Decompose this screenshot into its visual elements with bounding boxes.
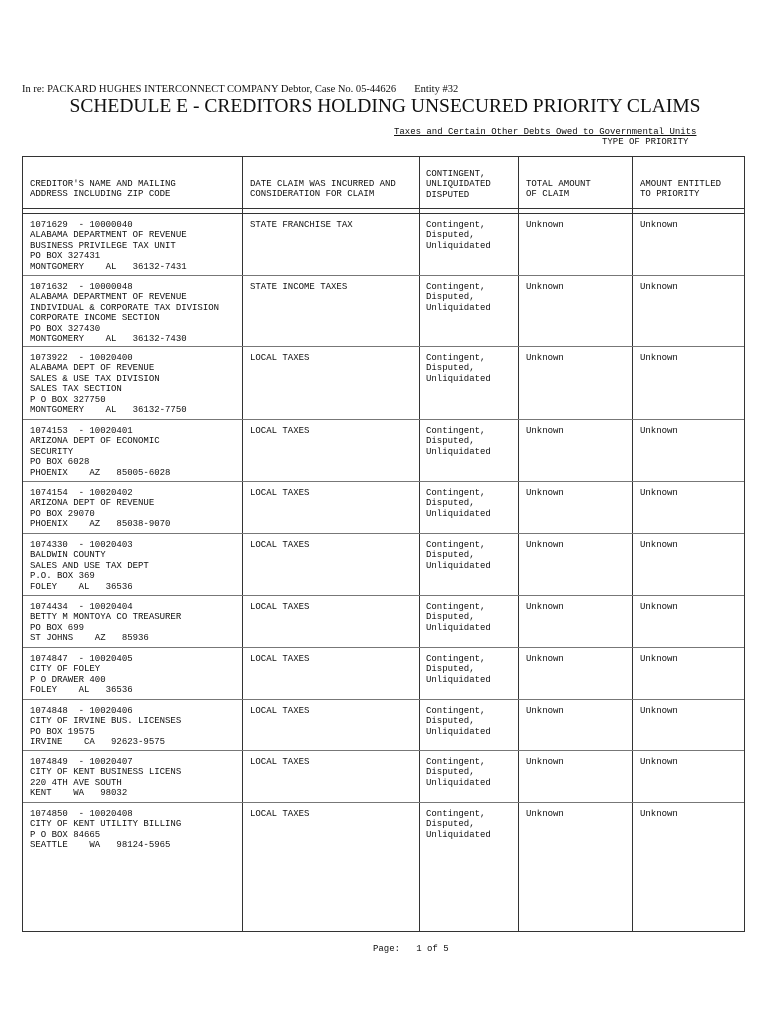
priority-amount-cell: Unknown (640, 353, 678, 363)
priority-amount-cell: Unknown (640, 282, 678, 292)
status-cell: Contingent, Disputed, Unliquidated (426, 602, 491, 633)
page-label: Page: (373, 944, 401, 954)
creditor-cell: 1074154 - 10020402 ARIZONA DEPT OF REVENUE PO BOX 29070 PHOENIX AZ 85038-9070 (30, 488, 171, 530)
priority-amount-cell: Unknown (640, 809, 678, 819)
creditor-cell: 1071632 - 10000048 ALABAMA DEPARTMENT OF REVENUE INDIVIDUAL & CORPORATE TAX DIVISION CORPORATE INCOME SECTION PO BOX 327430 MONTGOMERY AL 36132-7430 (30, 282, 220, 345)
column-divider (419, 157, 420, 931)
header-claim-date: DATE CLAIM WAS INCURRED AND CONSIDERATION FOR CLAIM (250, 179, 396, 200)
total-amount-cell: Unknown (526, 220, 564, 230)
column-divider (518, 157, 519, 931)
status-cell: Contingent, Disputed, Unliquidated (426, 353, 491, 384)
case-caption (22, 84, 458, 95)
creditor-cell: 1074330 - 10020403 BALDWIN COUNTY SALES AND USE TAX DEPT P.O. BOX 369 FOLEY AL 36536 (30, 540, 149, 592)
row-divider (23, 699, 744, 700)
row-divider (23, 419, 744, 420)
claim-cell: LOCAL TAXES (250, 488, 310, 498)
total-amount-cell: Unknown (526, 353, 564, 363)
total-amount-cell: Unknown (526, 706, 564, 716)
priority-amount-cell: Unknown (640, 220, 678, 230)
creditor-cell: 1074434 - 10020404 BETTY M MONTOYA CO TREASURER PO BOX 699 ST JOHNS AZ 85936 (30, 602, 182, 644)
row-divider (23, 481, 744, 482)
header-rule (23, 208, 744, 209)
priority-amount-cell: Unknown (640, 654, 678, 664)
status-cell: Contingent, Disputed, Unliquidated (426, 540, 491, 571)
entity-label: Entity #32 (414, 84, 459, 95)
page-number: 1 of 5 (416, 944, 449, 954)
type-of-priority-label: TYPE OF PRIORITY (602, 137, 689, 147)
header-total-amount: TOTAL AMOUNT OF CLAIM (526, 179, 591, 200)
creditor-cell: 1074850 - 10020408 CITY OF KENT UTILITY BILLING P O BOX 84665 SEATTLE WA 98124-5965 (30, 809, 182, 851)
claim-cell: LOCAL TAXES (250, 706, 310, 716)
creditor-cell: 1074848 - 10020406 CITY OF IRVINE BUS. LICENSES PO BOX 19575 IRVINE CA 92623-9575 (30, 706, 182, 748)
total-amount-cell: Unknown (526, 602, 564, 612)
claims-table (22, 156, 745, 932)
subtitle: Taxes and Certain Other Debts Owed to Governmental Units (394, 127, 697, 137)
total-amount-cell: Unknown (526, 488, 564, 498)
row-divider (23, 346, 744, 347)
total-amount-cell: Unknown (526, 809, 564, 819)
claim-cell: LOCAL TAXES (250, 540, 310, 550)
priority-amount-cell: Unknown (640, 426, 678, 436)
claim-cell: STATE INCOME TAXES (250, 282, 348, 292)
creditor-cell: 1074849 - 10020407 CITY OF KENT BUSINESS LICENS 220 4TH AVE SOUTH KENT WA 98032 (30, 757, 182, 799)
status-cell: Contingent, Disputed, Unliquidated (426, 706, 491, 737)
claim-cell: STATE FRANCHISE TAX (250, 220, 353, 230)
row-divider (23, 533, 744, 534)
header-amount-entitled: AMOUNT ENTITLED TO PRIORITY (640, 179, 722, 200)
creditor-cell: 1074847 - 10020405 CITY OF FOLEY P O DRAWER 400 FOLEY AL 36536 (30, 654, 133, 696)
claim-cell: LOCAL TAXES (250, 426, 310, 436)
row-divider (23, 802, 744, 803)
total-amount-cell: Unknown (526, 757, 564, 767)
creditor-cell: 1074153 - 10020401 ARIZONA DEPT OF ECONOMIC SECURITY PO BOX 6028 PHOENIX AZ 85005-6028 (30, 426, 171, 478)
total-amount-cell: Unknown (526, 282, 564, 292)
total-amount-cell: Unknown (526, 654, 564, 664)
status-cell: Contingent, Disputed, Unliquidated (426, 809, 491, 840)
claim-cell: LOCAL TAXES (250, 809, 310, 819)
row-divider (23, 750, 744, 751)
status-cell: Contingent, Disputed, Unliquidated (426, 282, 491, 313)
total-amount-cell: Unknown (526, 540, 564, 550)
column-divider (632, 157, 633, 931)
claim-cell: LOCAL TAXES (250, 654, 310, 664)
status-cell: Contingent, Disputed, Unliquidated (426, 654, 491, 685)
claim-cell: LOCAL TAXES (250, 757, 310, 767)
creditor-cell: 1073922 - 10020400 ALABAMA DEPT OF REVENUE SALES & USE TAX DIVISION SALES TAX SECTION P O BOX 327750 MONTGOMERY AL 36132-7750 (30, 353, 187, 416)
row-divider (23, 275, 744, 276)
header-rule (23, 213, 744, 214)
status-cell: Contingent, Disputed, Unliquidated (426, 488, 491, 519)
status-cell: Contingent, Disputed, Unliquidated (426, 426, 491, 457)
status-cell: Contingent, Disputed, Unliquidated (426, 220, 491, 251)
row-divider (23, 595, 744, 596)
priority-amount-cell: Unknown (640, 757, 678, 767)
priority-amount-cell: Unknown (640, 488, 678, 498)
priority-amount-cell: Unknown (640, 540, 678, 550)
header-contingent: CONTINGENT, UNLIQUIDATED DISPUTED (426, 169, 491, 200)
column-divider (242, 157, 243, 931)
page-title: SCHEDULE E - CREDITORS HOLDING UNSECURED PRIORITY CLAIMS (69, 96, 701, 117)
header-creditor: CREDITOR'S NAME AND MAILING ADDRESS INCLUDING ZIP CODE (30, 179, 176, 200)
page-footer (373, 944, 449, 954)
claim-cell: LOCAL TAXES (250, 602, 310, 612)
priority-amount-cell: Unknown (640, 602, 678, 612)
priority-amount-cell: Unknown (640, 706, 678, 716)
claim-cell: LOCAL TAXES (250, 353, 310, 363)
creditor-cell: 1071629 - 10000040 ALABAMA DEPARTMENT OF REVENUE BUSINESS PRIVILEGE TAX UNIT PO BOX 327431 MONTGOMERY AL 36132-7431 (30, 220, 187, 272)
case-line-text: In re: PACKARD HUGHES INTERCONNECT COMPANY Debtor, Case No. 05-44626 (22, 84, 397, 95)
status-cell: Contingent, Disputed, Unliquidated (426, 757, 491, 788)
total-amount-cell: Unknown (526, 426, 564, 436)
row-divider (23, 647, 744, 648)
